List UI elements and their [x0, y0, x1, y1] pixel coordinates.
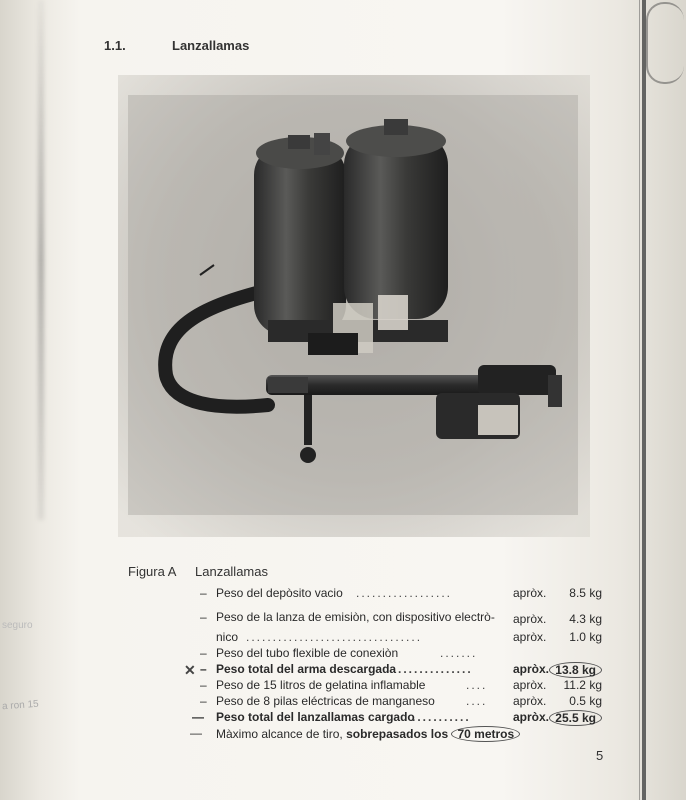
spec-value: 8.5 kg: [569, 586, 602, 600]
circled-value: 25.5 kg: [549, 710, 602, 726]
list-dash: –: [200, 646, 207, 660]
spec-row-lance-weight-cont: [0, 630, 686, 646]
list-dash: —: [190, 726, 202, 740]
spec-value: 4.3 kg: [569, 612, 602, 626]
leader-dots: ..................: [356, 586, 453, 600]
spec-row-gel-weight: [0, 678, 686, 694]
check-mark-icon: ✕: [184, 662, 196, 678]
scan-shadow: [38, 0, 44, 520]
spec-row-total-loaded: [0, 710, 686, 726]
spec-text: Peso de la lanza de emisiòn, con dispositivo electrò-: [216, 610, 495, 624]
list-dash: –: [200, 662, 207, 676]
spec-approx: apròx.: [513, 630, 547, 644]
figure-caption: Lanzallamas: [195, 564, 268, 579]
leader-dots: ....: [466, 678, 488, 692]
section-number: 1.1.: [104, 38, 126, 53]
range-label: Màximo alcance de tiro,: [216, 727, 343, 741]
page-number: 5: [596, 748, 604, 763]
spec-approx: apròx.: [513, 694, 547, 708]
spec-text: Peso total del lanzallamas cargado: [216, 710, 415, 724]
spec-value: 11.2 kg: [563, 678, 602, 692]
spec-row-empty-weight: [0, 586, 686, 602]
list-dash: –: [200, 586, 207, 600]
leader-dots: ...........: [412, 710, 471, 724]
spec-row-battery-weight: [0, 694, 686, 710]
spec-value: [549, 662, 602, 678]
range-suffix: sobrepasados los: [346, 727, 449, 741]
list-dash: –: [200, 678, 207, 692]
margin-note: seguro: [2, 620, 33, 631]
spec-approx: apròx.: [513, 612, 547, 626]
spec-value: 0.5 kg: [569, 694, 602, 708]
spec-row-lance-weight: [0, 610, 686, 626]
spec-approx: apròx.: [513, 662, 550, 676]
circled-value: 13.8 kg: [549, 662, 602, 678]
spec-approx: apròx.: [513, 586, 547, 600]
list-dash: –: [200, 610, 207, 624]
spec-value: 1.0 kg: [569, 630, 602, 644]
spec-text: Peso de 8 pilas eléctricas de manganeso: [216, 694, 435, 708]
leader-dots: .................................: [246, 630, 423, 644]
list-dash: —: [192, 710, 204, 724]
leader-dots: .......: [440, 646, 478, 660]
spec-text: Peso del depòsito vacio: [216, 586, 343, 600]
leader-dots: ....: [466, 694, 488, 708]
spec-text: Peso del tubo flexible de conexiòn: [216, 646, 399, 660]
figure-label: Figura A: [128, 564, 177, 579]
range-value: 70 metros: [451, 726, 520, 742]
spec-row-max-range: [0, 726, 686, 742]
stamp-mark: [646, 2, 684, 84]
leader-dots: ..............: [398, 662, 473, 676]
flamethrower-photo: [118, 75, 590, 537]
section-title: Lanzallamas: [172, 38, 250, 53]
margin-note: a ron 15: [1, 698, 40, 713]
spec-approx: apròx.: [513, 710, 550, 724]
spec-text: [216, 726, 520, 742]
spec-approx: apròx.: [513, 678, 547, 692]
spec-row-total-unloaded: [0, 662, 686, 678]
spec-text: nico: [216, 630, 239, 644]
spec-value: [549, 710, 602, 726]
spec-text: Peso de 15 litros de gelatina inflamable: [216, 678, 426, 692]
spec-text: Peso total del arma descargada: [216, 662, 397, 676]
spec-row-hose-weight: [0, 646, 686, 662]
list-dash: –: [200, 694, 207, 708]
